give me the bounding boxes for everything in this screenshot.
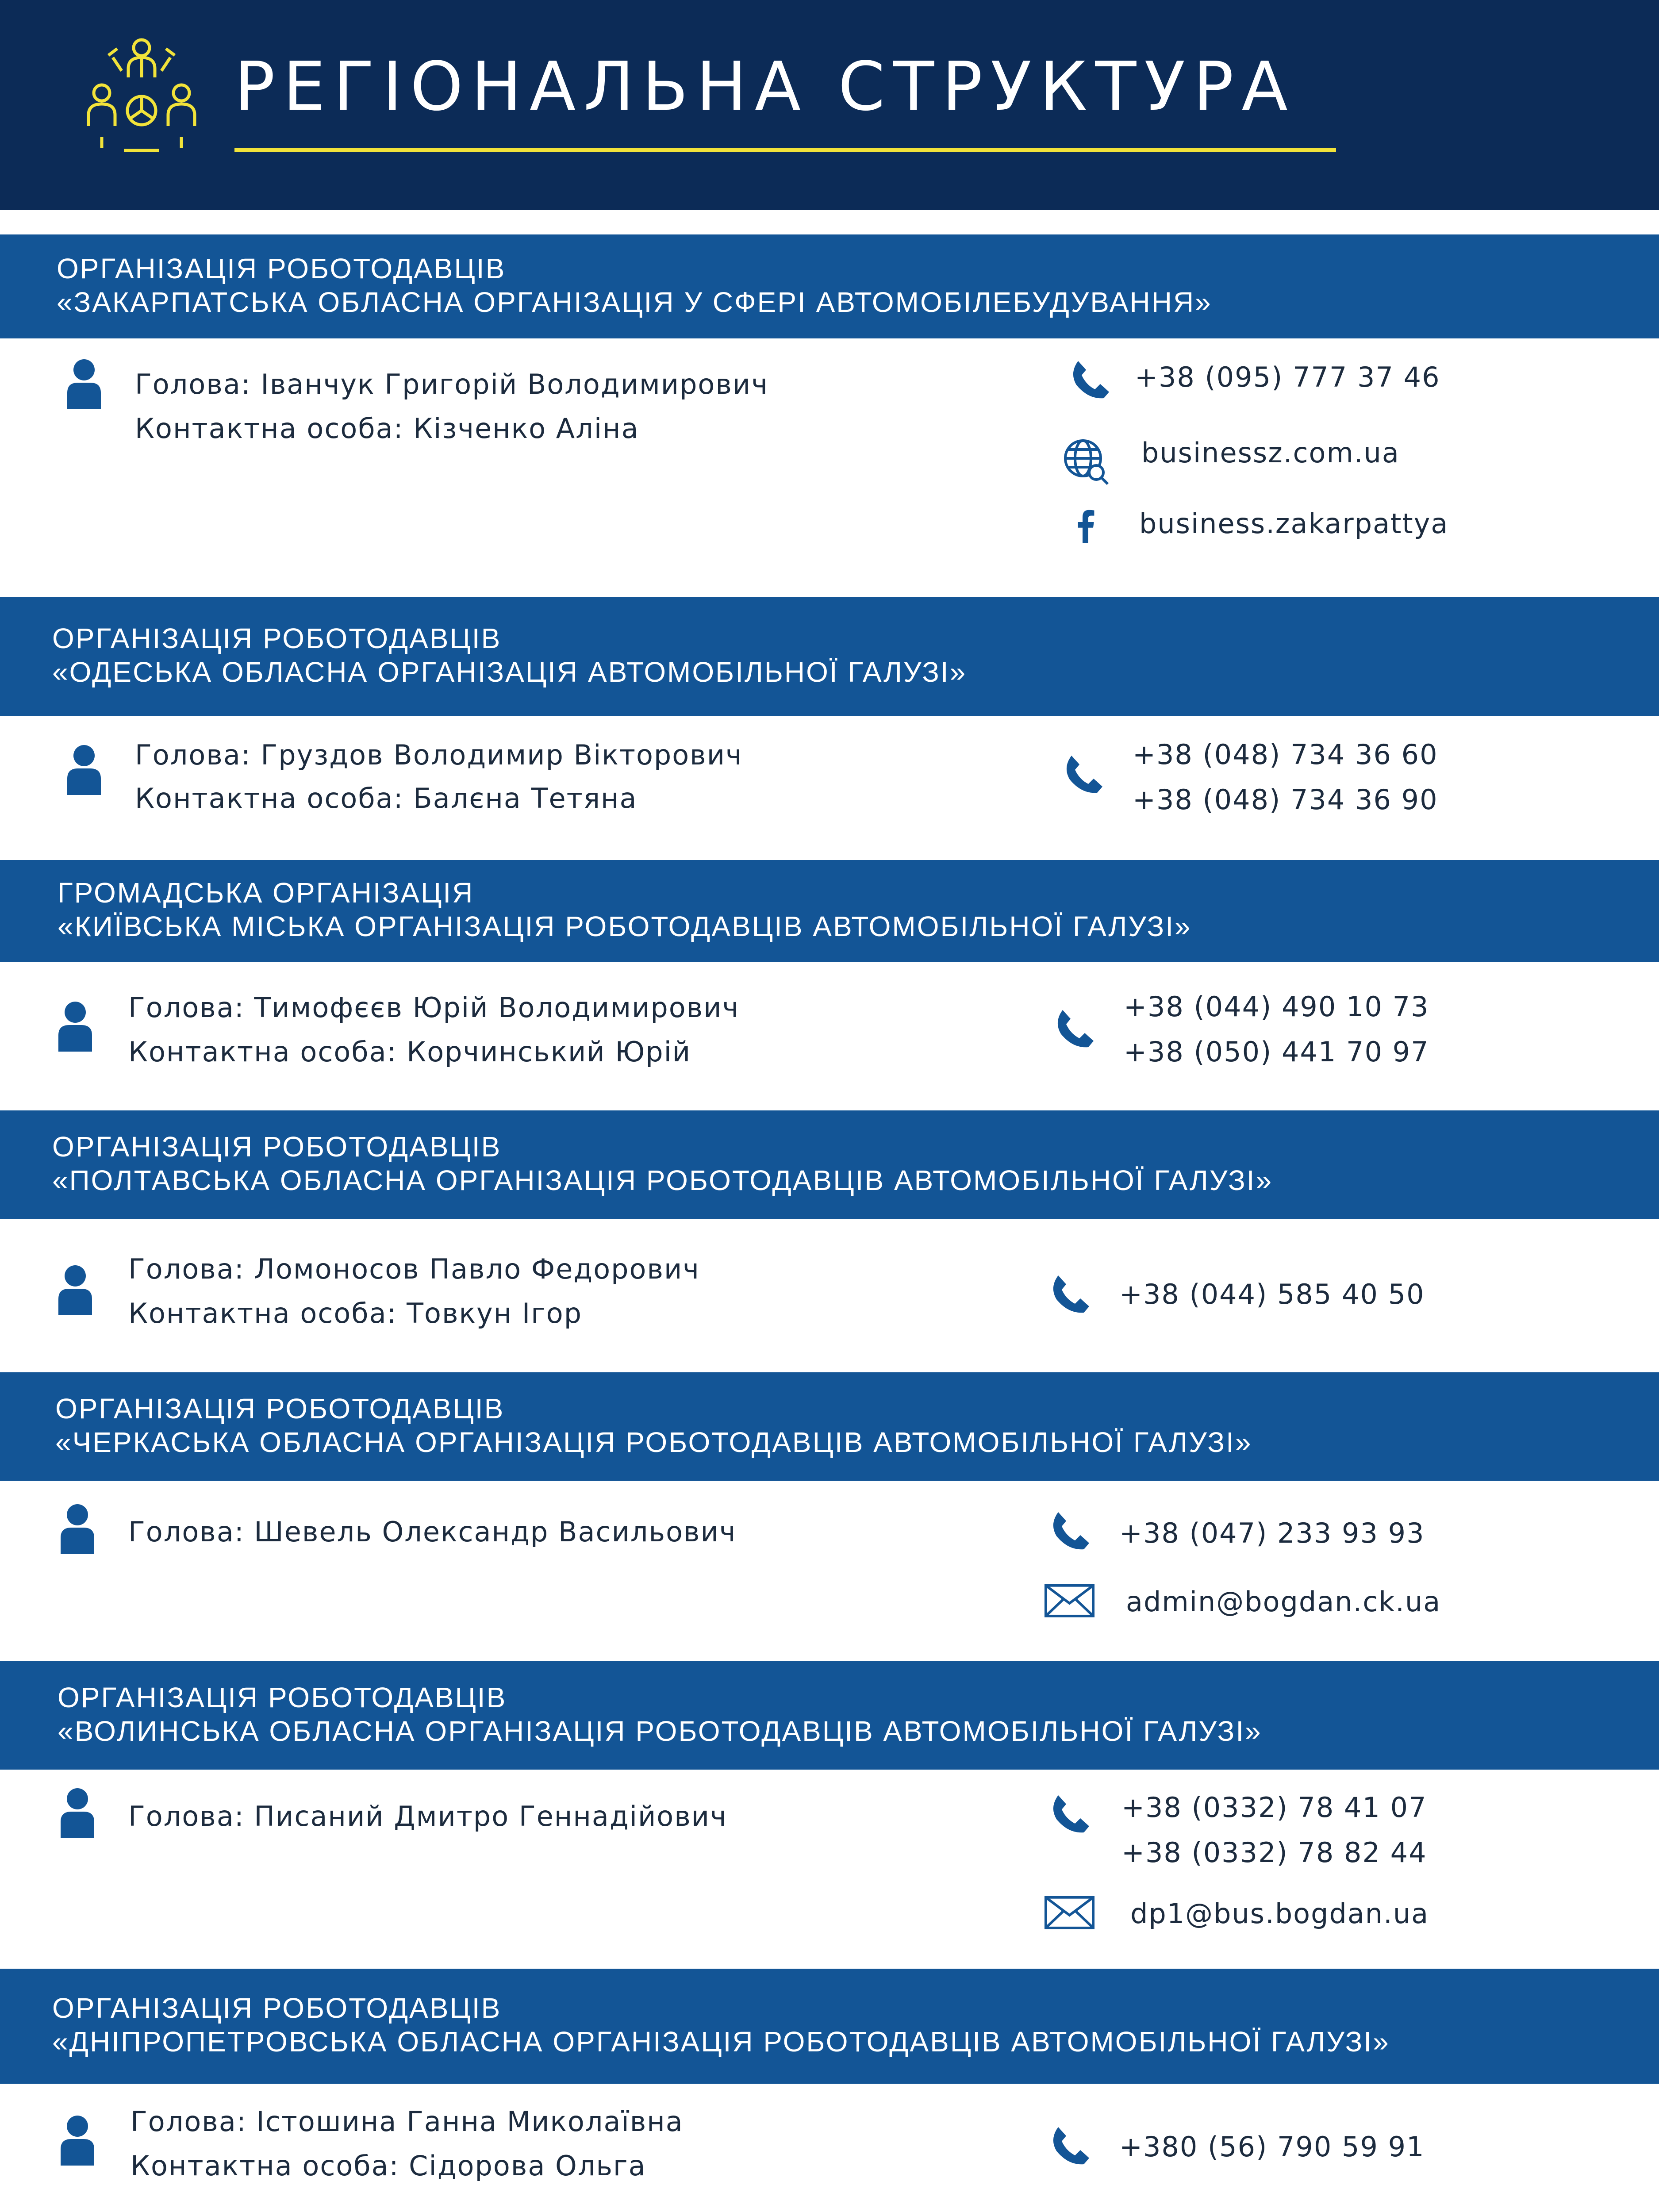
phone-number[interactable]: +38 (048) 734 36 60 — [1133, 738, 1438, 771]
website-globe-icon — [1062, 437, 1110, 486]
phone-number[interactable]: +38 (044) 490 10 73 — [1124, 991, 1429, 1023]
org-type: ОРГАНІЗАЦІЯ РОБОТОДАВЦІВ — [52, 1992, 502, 2024]
org-contact-person: Контактна особа: Корчинський Юрій — [128, 1036, 691, 1068]
phone-icon — [1048, 1509, 1093, 1553]
phone-icon — [1048, 1272, 1093, 1316]
org-head: Голова: Ломоносов Павло Федорович — [128, 1253, 700, 1285]
phone-number[interactable]: +38 (047) 233 93 93 — [1119, 1517, 1425, 1549]
org-head: Голова: Груздов Володимир Вікторович — [135, 739, 743, 771]
org-contact-person: Контактна особа: Сідорова Ольга — [131, 2150, 646, 2182]
org-header-band — [0, 1372, 1659, 1481]
org-name: «ОДЕСЬКА ОБЛАСНА ОРГАНІЗАЦІЯ АВТОМОБІЛЬНОЇ ГАЛУЗІ» — [52, 656, 967, 688]
org-contact-person: Контактна особа: Кізченко Аліна — [135, 412, 639, 445]
phone-number[interactable]: +38 (044) 585 40 50 — [1119, 1278, 1425, 1310]
email-icon — [1044, 1896, 1095, 1931]
org-type: ОРГАНІЗАЦІЯ РОБОТОДАВЦІВ — [58, 1681, 507, 1713]
phone-number[interactable]: +380 (56) 790 59 91 — [1119, 2131, 1425, 2163]
org-header-band — [0, 1969, 1659, 2084]
phone-number[interactable]: +38 (050) 441 70 97 — [1124, 1036, 1429, 1068]
org-name: «ЗАКАРПАТСЬКА ОБЛАСНА ОРГАНІЗАЦІЯ У СФЕРІ АВТОМОБІЛЕБУДУВАННЯ» — [57, 286, 1212, 318]
email-link[interactable]: admin@bogdan.ck.ua — [1126, 1586, 1441, 1618]
org-name: «ВОЛИНСЬКА ОБЛАСНА ОРГАНІЗАЦІЯ РОБОТОДАВЦІВ АВТОМОБІЛЬНОЇ ГАЛУЗІ» — [58, 1715, 1262, 1747]
email-icon — [1044, 1584, 1095, 1619]
org-name: «ДНІПРОПЕТРОВСЬКА ОБЛАСНА ОРГАНІЗАЦІЯ РОБОТОДАВЦІВ АВТОМОБІЛЬНОЇ ГАЛУЗІ» — [52, 2026, 1390, 2058]
org-header-band — [0, 234, 1659, 338]
org-header-band — [0, 1661, 1659, 1770]
org-header-band — [0, 860, 1659, 962]
org-type: ОРГАНІЗАЦІЯ РОБОТОДАВЦІВ — [52, 1130, 502, 1163]
org-type: ОРГАНІЗАЦІЯ РОБОТОДАВЦІВ — [52, 622, 502, 654]
phone-number[interactable]: +38 (048) 734 36 90 — [1133, 783, 1438, 816]
phone-icon — [1048, 2124, 1093, 2168]
org-header-band — [0, 597, 1659, 716]
facebook-icon — [1068, 508, 1104, 552]
person-icon — [60, 1503, 95, 1554]
phone-icon — [1053, 1006, 1097, 1051]
person-icon — [66, 744, 102, 795]
org-head: Голова: Шевель Олександр Васильович — [128, 1516, 737, 1548]
phone-icon — [1048, 1792, 1093, 1836]
org-type: ОРГАНІЗАЦІЯ РОБОТОДАВЦІВ — [57, 252, 506, 284]
person-icon — [66, 358, 102, 409]
title-underline — [234, 148, 1336, 152]
team-network-icon — [75, 31, 208, 164]
org-type: ГРОМАДСЬКА ОРГАНІЗАЦІЯ — [58, 877, 474, 909]
phone-icon — [1068, 357, 1113, 402]
person-icon — [60, 1787, 95, 1838]
org-head: Голова: Писаний Дмитро Геннадійович — [128, 1800, 727, 1832]
phone-icon — [1062, 752, 1106, 796]
person-icon — [58, 1001, 93, 1052]
email-link[interactable]: dp1@bus.bogdan.ua — [1130, 1897, 1429, 1930]
org-contact-person: Контактна особа: Балєна Тетяна — [135, 782, 637, 814]
org-head: Голова: Істошина Ганна Миколаївна — [131, 2105, 684, 2138]
phone-number[interactable]: +38 (0332) 78 82 44 — [1121, 1836, 1427, 1869]
facebook-link[interactable]: business.zakarpattya — [1139, 507, 1449, 540]
person-icon — [58, 1264, 93, 1315]
page-title: РЕГІОНАЛЬНА СТРУКТУРА — [234, 47, 1296, 126]
org-name: «ЧЕРКАСЬКА ОБЛАСНА ОРГАНІЗАЦІЯ РОБОТОДАВЦІВ АВТОМОБІЛЬНОЇ ГАЛУЗІ» — [55, 1426, 1252, 1458]
website-link[interactable]: businessz.com.ua — [1141, 437, 1400, 469]
org-head: Голова: Тимофєєв Юрій Володимирович — [128, 991, 740, 1024]
org-name: «КИЇВСЬКА МІСЬКА ОРГАНІЗАЦІЯ РОБОТОДАВЦІВ АВТОМОБІЛЬНОЇ ГАЛУЗІ» — [58, 910, 1192, 942]
phone-number[interactable]: +38 (095) 777 37 46 — [1135, 361, 1440, 393]
org-head: Голова: Іванчук Григорій Володимирович — [135, 368, 768, 400]
person-icon — [60, 2115, 95, 2166]
org-type: ОРГАНІЗАЦІЯ РОБОТОДАВЦІВ — [55, 1392, 505, 1425]
org-contact-person: Контактна особа: Товкун Ігор — [128, 1297, 583, 1329]
page-header — [0, 0, 1659, 210]
org-header-band — [0, 1110, 1659, 1219]
phone-number[interactable]: +38 (0332) 78 41 07 — [1121, 1791, 1427, 1824]
org-name: «ПОЛТАВСЬКА ОБЛАСНА ОРГАНІЗАЦІЯ РОБОТОДАВЦІВ АВТОМОБІЛЬНОЇ ГАЛУЗІ» — [52, 1164, 1273, 1196]
